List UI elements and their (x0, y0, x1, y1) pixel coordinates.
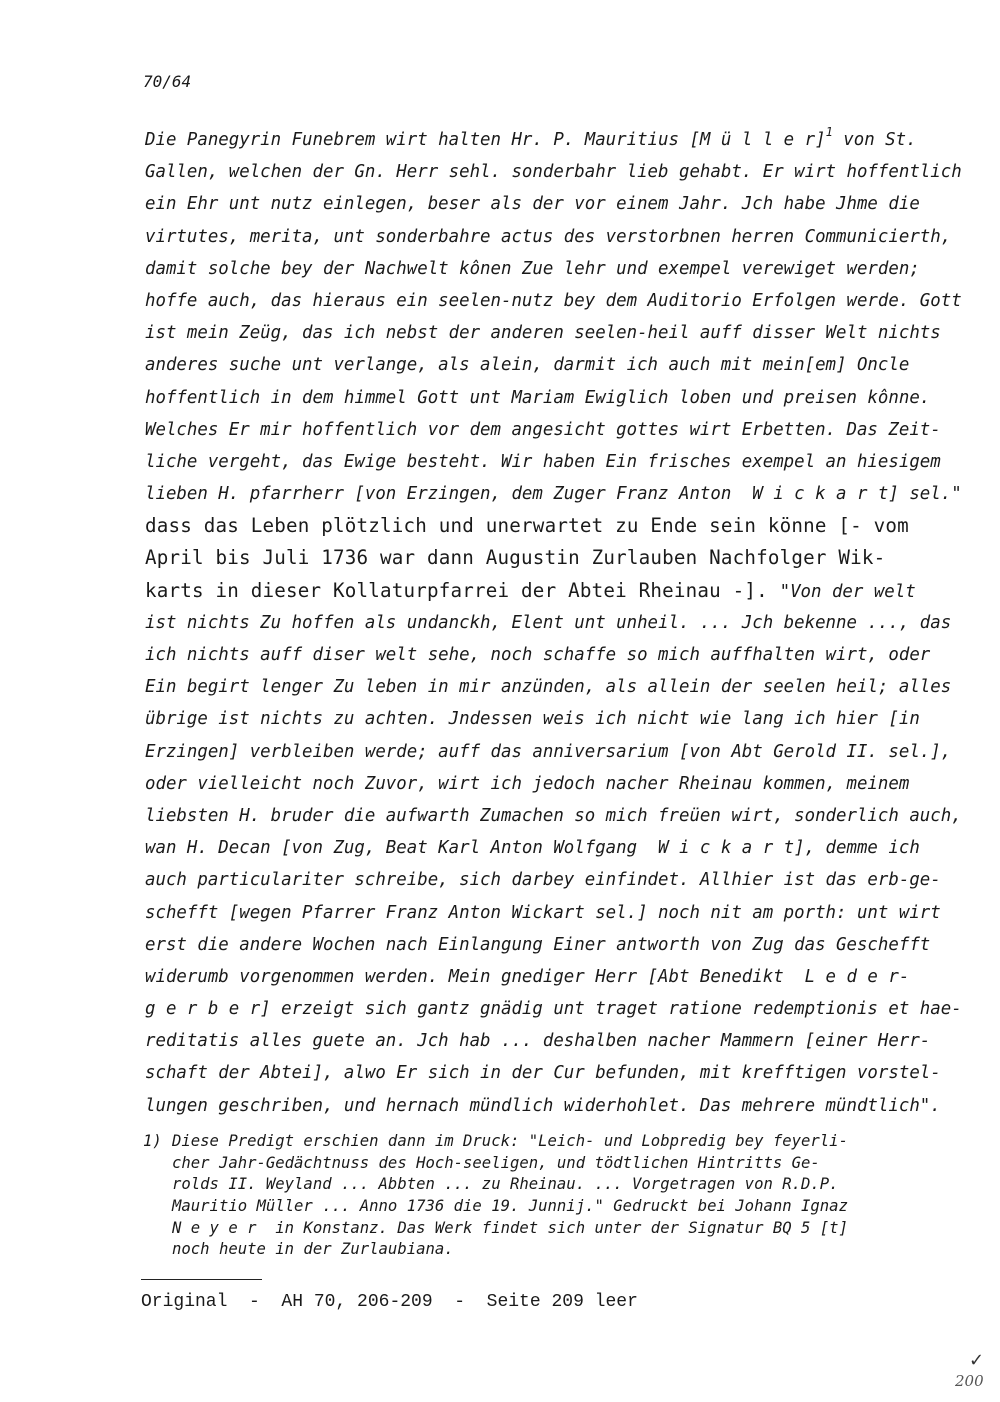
body-text-line (145, 156, 962, 188)
body-text-line (145, 349, 935, 381)
text-segment: damit solche bey der Nachwelt kônen Zue lehr und exempel verewiget werden; (145, 258, 920, 279)
text-segment: Welches Er mir hoffentlich vor dem angesicht gottes wirt Erbetten. Das Zeit- (145, 419, 941, 440)
text-segment: liche vergeht, das Ewige besteht. Wir haben Ein frisches exempel an hiesigem (145, 451, 941, 472)
footnote-line: rolds II. Weyland ... Abbten ... zu Rheinau. ... Vorgetragen von R.D.P. (172, 1175, 839, 1194)
footnote-line: noch heute in der Zurlaubiana. (172, 1240, 454, 1259)
text-segment: ist mein Zeüg, das ich nebst der anderen seelen-heil auff disser Welt nichts (145, 323, 941, 344)
text-segment: übrige ist nichts zu achten. Jndessen weis ich nicht wie lang ich hier [in (145, 709, 920, 730)
body-text-line (145, 575, 935, 607)
body-text-line (145, 897, 941, 929)
handwritten-check-mark: ✓ (969, 1350, 985, 1371)
page-number: 70/64 (143, 72, 192, 91)
text-segment: Ein begirt lenger Zu leben in mir anzünden, als allein der seelen heil; alles (145, 677, 952, 698)
text-segment: liebsten H. bruder die aufwarth Zumachen so mich freüen wirt, sonderlich auch, (145, 805, 962, 826)
footnote-reference: 1 (825, 125, 833, 139)
body-text-line (145, 736, 952, 768)
body-text-line (145, 993, 962, 1025)
text-segment: anderes suche unt verlange, als alein, darmit ich auch mit mein[em] Oncle (145, 355, 910, 376)
letter-body-text (145, 124, 962, 1122)
body-text-line (145, 864, 941, 896)
text-segment: ein Ehr unt nutz einlegen, beser als der vor einem Jahr. Jch habe Jhme die (145, 194, 920, 215)
text-segment: virtutes, merita, unt sonderbahre actus des verstorbnen herren Communicierth, (145, 226, 952, 247)
text-segment: reditatis alles guete an. Jch hab ... deshalben nacher Mammern [einer Herr- (145, 1031, 931, 1052)
body-text-line (145, 382, 935, 414)
body-text-line (145, 478, 962, 510)
body-text-line (145, 124, 935, 156)
body-text-line (145, 446, 941, 478)
body-text-line (145, 1025, 935, 1057)
body-text-line (145, 414, 941, 446)
body-text-line (145, 703, 935, 735)
text-segment: dass das Leben plötzlich und unerwartet zu Ende sein könne [- vom (145, 514, 909, 538)
body-text-line (145, 510, 935, 542)
text-segment: erst die andere Wochen nach Einlangung Einer antworth von Zug das Geschefft (145, 934, 931, 955)
text-segment: ich nichts auff diser welt sehe, noch schaffe so mich auffhalten wirt, oder (145, 645, 931, 665)
handwritten-page-number: 200 (955, 1372, 984, 1390)
text-segment: Die Panegyrin Funebrem wirt halten Hr. P. Mauritius [M ü l l e r] (145, 130, 826, 150)
body-text-line (145, 800, 962, 832)
text-segment: schefft [wegen Pfarrer Franz Anton Wickart sel.] noch nit am porth: unt wirt (145, 902, 941, 923)
text-segment: "Von der welt (779, 581, 916, 602)
body-text-line (145, 832, 935, 864)
text-segment: hoffe auch, das hieraus ein seelen-nutz bey dem Auditorio Erfolgen werde. Gott (145, 290, 962, 311)
body-text-line (145, 639, 935, 671)
text-segment: widerumb vorgenommen werden. Mein gnediger Herr [Abt Benedikt L e d e r- (145, 966, 910, 987)
body-text-line (145, 542, 935, 574)
body-text-line (145, 188, 935, 220)
text-segment: ist nichts Zu hoffen als undanckh, Elent unt unheil. ... Jch bekenne ..., das (145, 612, 952, 633)
text-segment: g e r b e r] erzeigt sich gantz gnädig unt traget ratione redemptionis et hae- (145, 999, 962, 1020)
body-text-line (145, 317, 941, 349)
body-text-line (145, 1057, 941, 1089)
footnote-divider-rule (141, 1279, 262, 1280)
body-text-line (145, 671, 952, 703)
body-text-line (145, 929, 935, 961)
body-text-line (145, 221, 952, 253)
text-segment: schaft der Abtei], alwo Er sich in der Cur befunden, mit krefftigen vorstel- (145, 1063, 941, 1084)
text-segment: lieben H. pfarrherr [von Erzingen, dem Zuger Franz Anton W i c k a r t] sel." (145, 484, 962, 505)
text-segment: April bis Juli 1736 war dann Augustin Zurlauben Nachfolger Wik- (145, 546, 886, 570)
source-reference: Original - AH 70, 206-209 - Seite 209 leer (141, 1292, 638, 1312)
body-text-line (145, 961, 935, 993)
text-segment: karts in dieser Kollaturpfarrei der Abtei Rheinau -]. (145, 578, 780, 602)
footnote-line: 1) Diese Predigt erschien dann im Druck: "Leich- und Lobpredig bey feyerli- (143, 1131, 943, 1153)
body-text-line (145, 285, 962, 317)
text-segment: oder vielleicht noch Zuvor, wirt ich jedoch nacher Rheinau kommen, meinem (145, 773, 910, 794)
footnote-line: Mauritio Müller ... Anno 1736 die 19. Junnij." Gedruckt bei Johann Ignaz (172, 1197, 848, 1216)
footnote (143, 1131, 943, 1261)
body-text-line (145, 607, 952, 639)
text-segment: lungen geschriben, und hernach mündlich widerhohlet. Das mehrere mündtlich". (145, 1095, 941, 1116)
text-segment: auch particulariter schreibe, sich darbey einfindet. Allhier ist das erb-ge- (145, 870, 941, 891)
body-text-line (145, 253, 935, 285)
body-text-line (145, 768, 935, 800)
footnote-line: N e y e r in Konstanz. Das Werk findet sich unter der Signatur BQ 5 [t] (172, 1218, 848, 1237)
text-segment: Gallen, welchen der Gn. Herr sehl. sonderbahr lieb gehabt. Er wirt hoffentlich (145, 162, 962, 183)
text-segment: Erzingen] verbleiben werde; auff das anniversarium [von Abt Gerold II. sel.], (145, 741, 952, 762)
text-segment: wan H. Decan [von Zug, Beat Karl Anton Wolfgang W i c k a r t], demme ich (145, 838, 920, 859)
text-segment: von St. (832, 130, 917, 150)
body-text-line (145, 1090, 941, 1122)
footnote-line: cher Jahr-Gedächtnuss des Hoch-seeligen, und tödtlichen Hintritts Ge- (172, 1153, 820, 1172)
text-segment: hoffentlich in dem himmel Gott unt Mariam Ewiglich loben und preisen kônne. (145, 387, 931, 408)
footnote-number: 1) (143, 1132, 162, 1150)
